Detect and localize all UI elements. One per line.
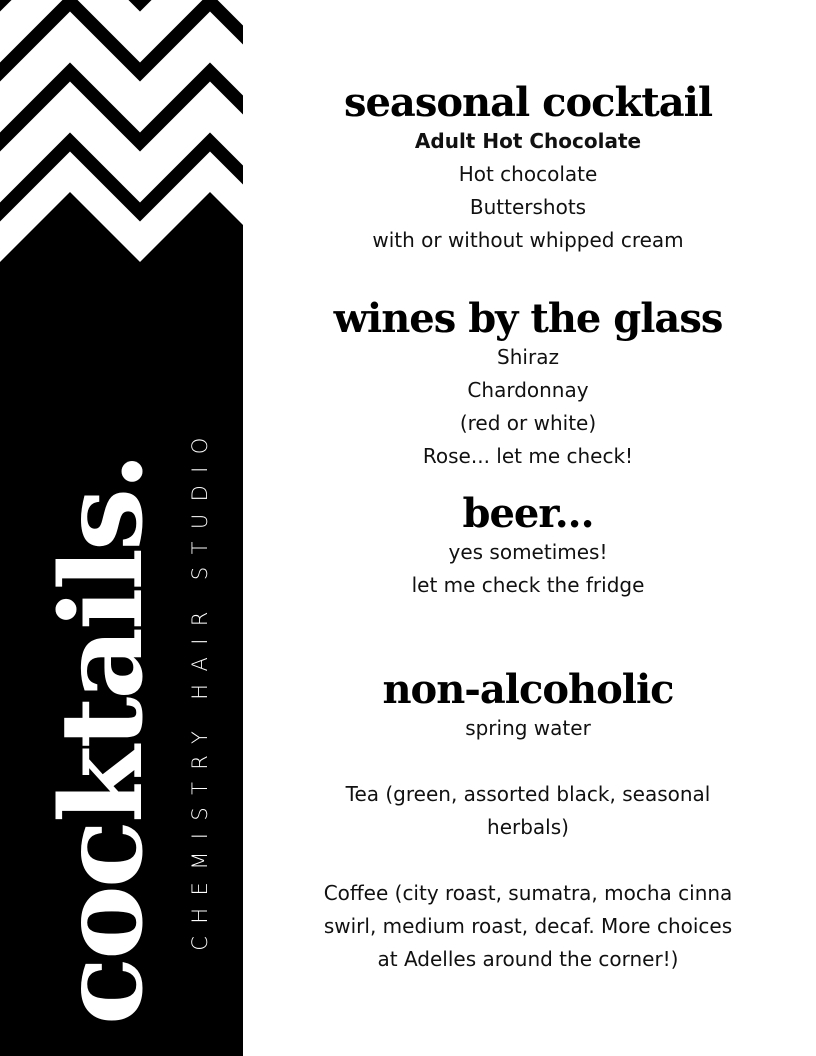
menu-line: swirl, medium roast, decaf. More choices [323, 914, 733, 938]
menu-line: (red or white) [459, 411, 597, 435]
menu-line: with or without whipped cream [372, 228, 684, 252]
section-title-beer: beer... [462, 490, 594, 537]
menu-line: yes sometimes! [448, 540, 608, 564]
menu-line: let me check the fridge [411, 573, 645, 597]
chevron-pattern [0, 0, 243, 280]
wines-section [270, 297, 786, 473]
menu-line: Tea (green, assorted black, seasonal [345, 782, 711, 806]
menu-line: Rose... let me check! [422, 444, 634, 468]
section-title-seasonal: seasonal cocktail [343, 79, 713, 126]
beer-section [270, 492, 786, 602]
menu-line: Chardonnay [467, 378, 589, 402]
menu-line: spring water [465, 716, 591, 740]
section-title-wines: wines by the glass [333, 295, 723, 342]
menu-line: Shiraz [497, 345, 559, 369]
menu-title: cocktails. [37, 454, 168, 1026]
seasonal-section [270, 81, 786, 257]
menu-line: Hot chocolate [458, 162, 598, 186]
studio-name: CHEMISTRY HAIR STUDIO [188, 425, 212, 951]
menu-line: herbals) [487, 815, 569, 839]
menu-line: Buttershots [469, 195, 587, 219]
drink-name: Adult Hot Chocolate [414, 129, 642, 153]
sidebar-panel [0, 0, 243, 1056]
non-alcoholic-section [270, 668, 786, 976]
section-title-non-alcoholic: non-alcoholic [382, 666, 674, 713]
menu-line: Coffee (city roast, sumatra, mocha cinna [323, 881, 733, 905]
menu-line: at Adelles around the corner!) [377, 947, 679, 971]
